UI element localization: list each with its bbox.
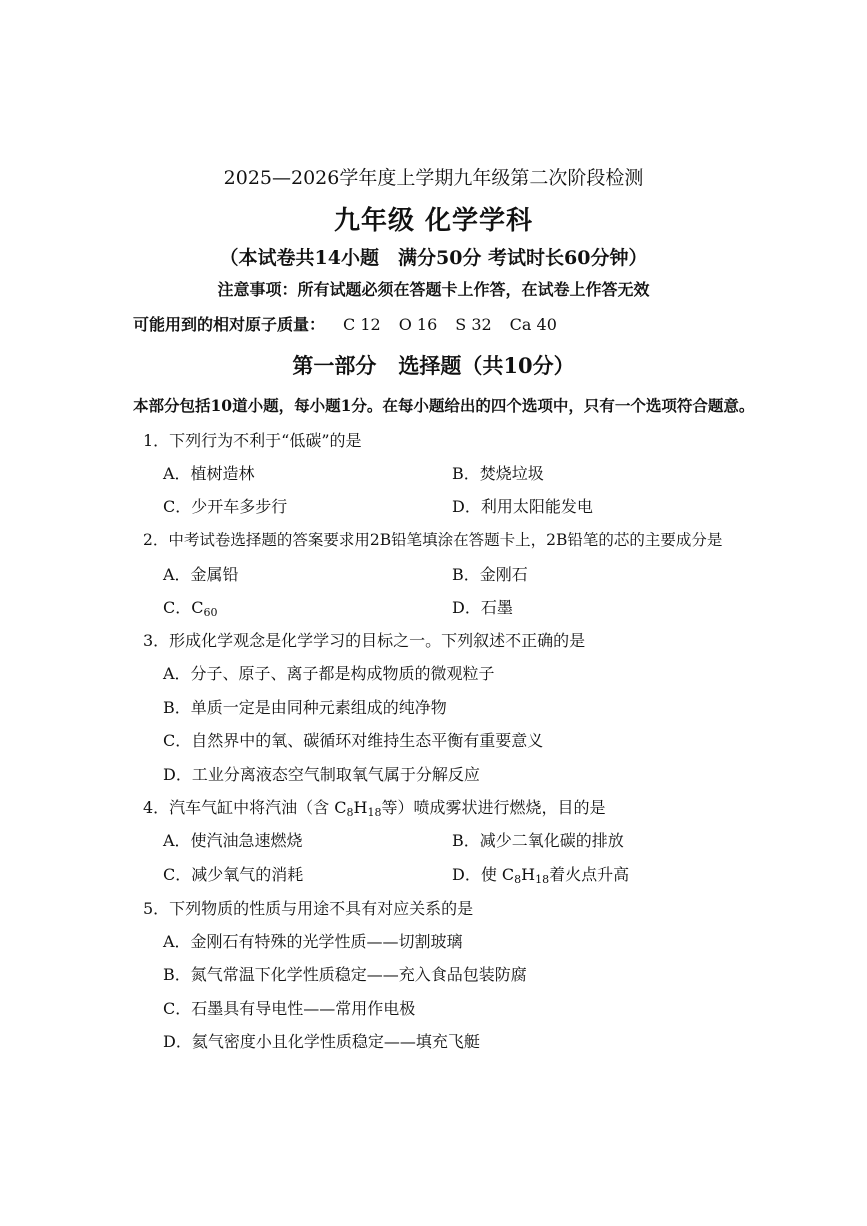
q2-option-c: C．$C_{60}$ bbox=[163, 598, 218, 619]
q1-option-a: A．植树造林 bbox=[163, 464, 255, 483]
part1-title bbox=[0, 350, 867, 380]
q2-option-a: A．金属铅 bbox=[163, 565, 239, 584]
notice: 注意事项：所有试题必须在答题卡上作答，在试卷上作答无效 bbox=[217, 280, 650, 299]
q1-option-b: B．焚烧垃圾 bbox=[452, 464, 544, 483]
question-5-stem: 5．下列物质的性质与用途不具有对应关系的是 bbox=[143, 899, 474, 918]
atomic-mass-s: S 32 bbox=[455, 315, 492, 334]
exam-info: （本试卷共14小题 满分50分 考试时长60分钟） bbox=[219, 247, 648, 269]
atomic-mass-c: C 12 bbox=[343, 315, 381, 334]
q5-option-a: A．金刚石有特殊的光学性质——切割玻璃 bbox=[163, 932, 463, 951]
q5-option-c: C．石墨具有导电性——常用作电极 bbox=[163, 999, 416, 1018]
atomic-mass-o: O 16 bbox=[398, 315, 438, 334]
question-2-stem: 2．中考试卷选择题的答案要求用2B铅笔填涂在答题卡上，2B铅笔的芯的主要成分是 bbox=[143, 531, 723, 549]
atomic-mass-label: 可能用到的相对原子质量： bbox=[133, 315, 326, 334]
q3-option-d: D．工业分离液态空气制取氧气属于分解反应 bbox=[163, 765, 480, 784]
q4-option-b: B．减少二氧化碳的排放 bbox=[452, 831, 624, 850]
q3-option-a: A．分子、原子、离子都是构成物质的微观粒子 bbox=[163, 664, 495, 683]
part1-title-b: 选择题（共10分） bbox=[398, 353, 575, 378]
atomic-masses bbox=[133, 312, 557, 335]
q3-option-b: B．单质一定是由同种元素组成的纯净物 bbox=[163, 698, 447, 717]
exam-title: 2025—2026学年度上学期九年级第二次阶段检测 bbox=[223, 167, 644, 189]
q1-option-c: C．少开车多步行 bbox=[163, 497, 288, 516]
q2-option-d: D．石墨 bbox=[452, 598, 513, 617]
q5-option-d: D．氦气密度小且化学性质稳定——填充飞艇 bbox=[163, 1032, 480, 1051]
part1-title-a: 第一部分 bbox=[292, 353, 377, 378]
q4-option-d: D．使 $C_8H_{18}$着火点升高 bbox=[452, 865, 630, 886]
q4-option-c: C．减少氧气的消耗 bbox=[163, 865, 304, 884]
q2-option-b: B．金刚石 bbox=[452, 565, 528, 584]
q3-option-c: C．自然界中的氧、碳循环对维持生态平衡有重要意义 bbox=[163, 731, 544, 750]
subject-title: 九年级 化学学科 bbox=[333, 206, 534, 236]
q1-option-d: D．利用太阳能发电 bbox=[452, 497, 593, 516]
q4-option-a: A．使汽油急速燃烧 bbox=[163, 831, 303, 850]
part1-intro: 本部分包括10道小题，每小题1分。在每小题给出的四个选项中，只有一个选项符合题意。 bbox=[133, 396, 755, 415]
question-3-stem: 3．形成化学观念是化学学习的目标之一。下列叙述不正确的是 bbox=[143, 631, 586, 650]
question-1-stem: 1．下列行为不利于“低碳”的是 bbox=[143, 431, 362, 450]
q5-option-b: B．氮气常温下化学性质稳定——充入食品包装防腐 bbox=[163, 965, 527, 984]
atomic-mass-ca: Ca 40 bbox=[509, 315, 557, 334]
question-4-stem: 4．汽车气缸中将汽油（含 $C_8H_{18}$等）喷成雾状进行燃烧，目的是 bbox=[143, 798, 606, 819]
